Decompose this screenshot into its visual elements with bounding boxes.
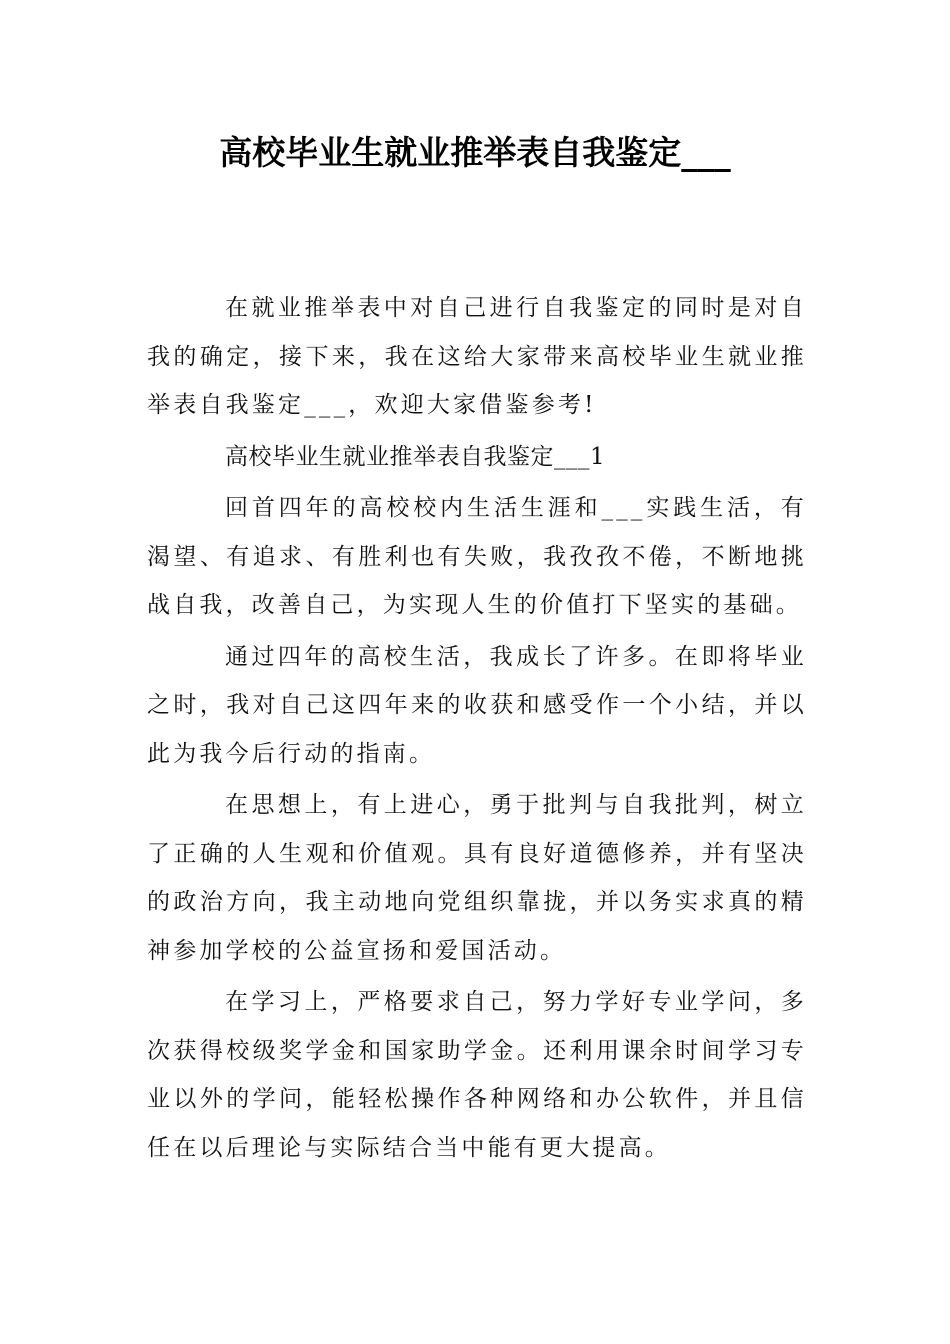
body-paragraph: 在思想上，有上进心，勇于批判与自我批判，树立了正确的人生观和价值观。具有良好道德修养，并有坚决的政治方向，我主动地向党组织靠拢，并以务实求真的精神参加学校的公益宣扬和爱国活动。 — [147, 792, 807, 964]
document-body — [147, 284, 807, 1175]
body-paragraph: 在学习上，严格要求自己，努力学好专业学问，多次获得校级奖学金和国家助学金。还利用课余时间学习专业以外的学问，能轻松操作各种网络和办公软件，并且信任在以后理论与实际结合当中能有更大提高。 — [147, 989, 807, 1161]
intro-paragraph: 在就业推举表中对自己进行自我鉴定的同时是对自我的确定，接下来，我在这给大家带来高校毕业生就业推举表自我鉴定___，欢迎大家借鉴参考! — [147, 295, 807, 418]
section-heading: 高校毕业生就业推举表自我鉴定___1 — [225, 443, 606, 470]
body-paragraph: 通过四年的高校生活，我成长了许多。在即将毕业之时，我对自己这四年来的收获和感受作一个小结，并以此为我今后行动的指南。 — [147, 643, 807, 767]
body-paragraph: 回首四年的高校校内生活生涯和___实践生活，有渴望、有追求、有胜利也有失败，我孜孜不倦，不断地挑战自我，改善自己，为实现人生的价值打下坚实的基础。 — [147, 495, 807, 618]
document-title: 高校毕业生就业推举表自我鉴定___ — [219, 133, 731, 172]
